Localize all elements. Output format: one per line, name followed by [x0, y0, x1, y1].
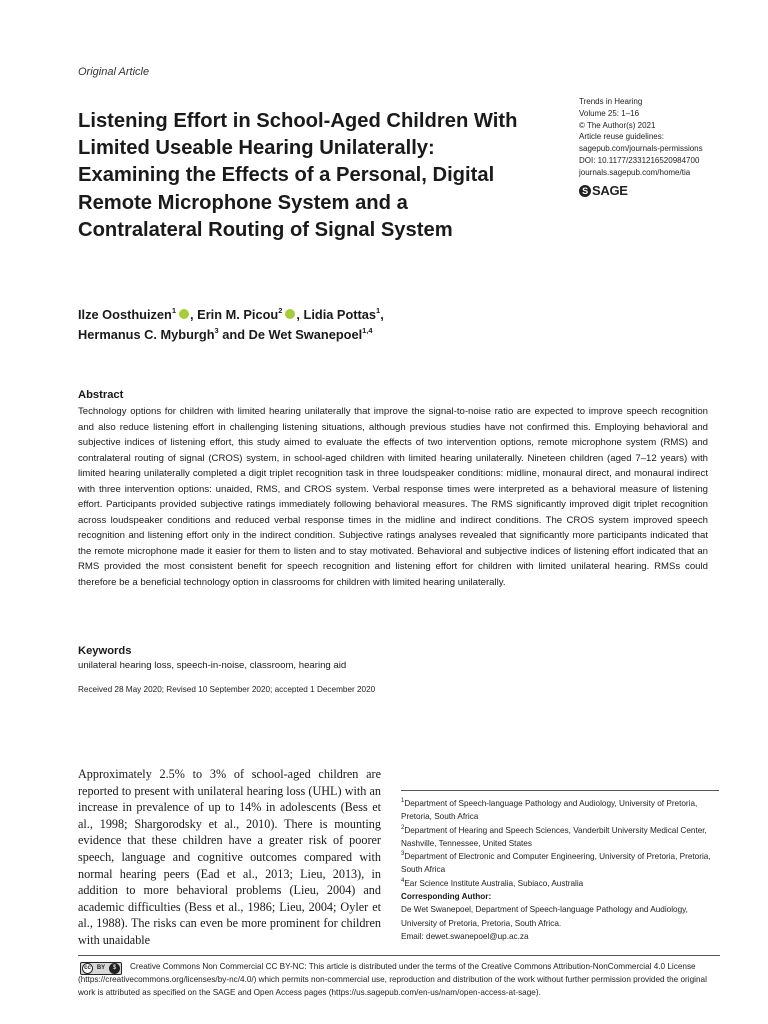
- author-separator: ,: [296, 307, 304, 322]
- sage-s-icon: S: [579, 185, 591, 197]
- author-separator: ,: [380, 307, 384, 322]
- introduction-paragraph: Approximately 2.5% to 3% of school-aged children are reported to present with unilateral hearing loss (UHL) with an increase in prevalence of up to 14% in adolescents (Bess et al., 1998; Shargorodsky et al., 2010). There is mounting evidence that these children have a greater risk of poorer speech, language and cognitive outcomes compared with normal hearing peers (Ead et al., 2013; Lieu, 2013), in addition to more behavioral problems (Lieu, 2004) and academic difficulties (Bess et al., 1986; Lieu, 2004; Oyler et al., 1988). The risks can even be more prominent for children with unaidable: [78, 767, 381, 947]
- affiliation-item: [401, 850, 719, 877]
- orcid-icon[interactable]: [179, 309, 189, 319]
- cc-license-icon[interactable]: [80, 962, 122, 975]
- license-notice: Creative Commons Non Commercial CC BY-NC: This article is distributed under the terms of the Creative Commons Attribution-NonCommercial 4.0 License (https://creativecommons.org/licenses/by-nc/4.0/) which permits non-commercial use, reproduction and distribution of the work without further permission provided the original work is attributed as specified on the SAGE and Open Access pages (https://us.sagepub.com/en-us/nam/open-access-at-sage).: [78, 955, 720, 1000]
- author-separator: and: [218, 327, 249, 342]
- article-type-label: Original Article: [78, 66, 150, 78]
- affiliation-mark: 4: [401, 877, 405, 884]
- journal-copyright: © The Author(s) 2021: [579, 120, 656, 130]
- orcid-icon[interactable]: [285, 309, 295, 319]
- journal-info: [579, 96, 749, 179]
- keywords-heading: Keywords: [78, 645, 132, 657]
- cc-nc-icon: $: [109, 963, 120, 974]
- cc-by-icon: BY: [96, 965, 106, 971]
- affiliation-mark: 3: [401, 851, 405, 858]
- permissions-link[interactable]: sagepub.com/journals-permissions: [579, 144, 703, 154]
- affiliation-mark: 1: [401, 798, 405, 804]
- author-name: Lidia Pottas: [303, 307, 377, 322]
- corresponding-author-email[interactable]: Email: dewet.swanepoel@up.ac.za: [401, 931, 529, 941]
- affiliation-item: [401, 797, 719, 824]
- affiliation-text: Department of Electronic and Computer Engineering, University of Pretoria, Pretoria, South Africa: [401, 852, 711, 875]
- author-affiliation-mark: 3: [214, 326, 219, 335]
- corresponding-author-address: De Wet Swanepoel, Department of Speech-language Pathology and Audiology, University of Pretoria, Pretoria, South Africa.: [401, 905, 688, 928]
- affiliation-text: Department of Hearing and Speech Sciences, Vanderbilt University Medical Center, Nashville, Tennessee, United States: [401, 825, 707, 848]
- corresponding-author-heading: Corresponding Author:: [401, 892, 492, 902]
- sage-logo-text: SAGE: [592, 183, 628, 198]
- affiliation-item: [401, 824, 719, 851]
- keywords-text: unilateral hearing loss, speech-in-noise, classroom, hearing aid: [78, 660, 347, 671]
- author-list: [78, 305, 598, 345]
- author-name: Ilze Oosthuizen: [78, 307, 172, 322]
- abstract-heading: Abstract: [78, 389, 124, 401]
- affiliation-text: Ear Science Institute Australia, Subiaco, Australia: [404, 878, 584, 888]
- author-name: Hermanus C. Myburgh: [78, 327, 215, 342]
- reuse-guidelines-label: Article reuse guidelines:: [579, 132, 664, 142]
- affiliation-item: [401, 877, 719, 890]
- author-affiliation-mark: 1: [171, 306, 177, 315]
- cc-circle-icon: cc: [82, 963, 93, 974]
- author-affiliation-mark: 1,4: [362, 326, 373, 335]
- journal-name: Trends in Hearing: [579, 97, 643, 106]
- author-affiliation-mark: 2: [278, 306, 283, 315]
- affiliation-mark: 2: [401, 824, 405, 831]
- author-name: De Wet Swanepoel: [248, 327, 363, 342]
- abstract-text: Technology options for children with limited hearing unilaterally that improve the signal-to-noise ratio are expected to improve speech recognition and also reduce listening effort in challenging listening situations, although previous studies have not confirmed this. Employing behavioral and subjective indices of listening effort, this study aimed to evaluate the effects of two intervention options, remote microphone system (RMS) and contralateral routing of signal (CROS) system, in school-aged children with limited hearing unilaterally. Nineteen children (aged 7–12 years) with limited hearing unilaterally completed a digit triplet recognition task in three loudspeaker conditions: midline, monaural direct, and monaural indirect with three intervention options: unaided, RMS, and CROS system. Verbal response times were interpreted as a behavioral measure of listening effort. Participants provided subjective ratings immediately following behavioral measures. The RMS significantly improved digit triplet recognition across loudspeaker conditions and reduced verbal response times in the midline and indirect conditions. The CROS system improved speech recognition and listening effort only in the indirect condition. Subjective ratings analyses revealed that significantly more participants indicated that the remote microphone made it easier for them to listen and to stay motivated. Behavioral and subjective indices of listening effort indicated that an RMS provided the most consistent benefit for speech recognition and listening effort for children with limited unilateral hearing. RMSs could therefore be a beneficial technology option in classrooms for children with limited hearing unilaterally.: [78, 406, 708, 588]
- journal-volume: Volume 25: 1–16: [579, 108, 640, 118]
- author-affiliation-mark: 1: [376, 306, 381, 315]
- affiliations-footnote: [401, 790, 719, 943]
- sage-logo: [579, 183, 628, 198]
- author-separator: ,: [190, 307, 198, 322]
- received-dates: Received 28 May 2020; Revised 10 September 2020; accepted 1 December 2020: [78, 685, 376, 694]
- author-name: Erin M. Picou: [197, 307, 279, 322]
- affiliation-list: [401, 797, 719, 890]
- affiliation-text: Department of Speech-language Pathology and Audiology, University of Pretoria, Pretoria, South Africa: [401, 799, 698, 822]
- article-title: Listening Effort in School-Aged Children With Limited Useable Hearing Unilaterally: Examining the Effects of a Personal, Digital Remote Microphone System and a Contralateral Routing of Signal System: [78, 110, 518, 241]
- journal-home-link[interactable]: journals.sagepub.com/home/tia: [579, 167, 691, 177]
- doi-link[interactable]: DOI: 10.1177/2331216520984700: [579, 155, 700, 165]
